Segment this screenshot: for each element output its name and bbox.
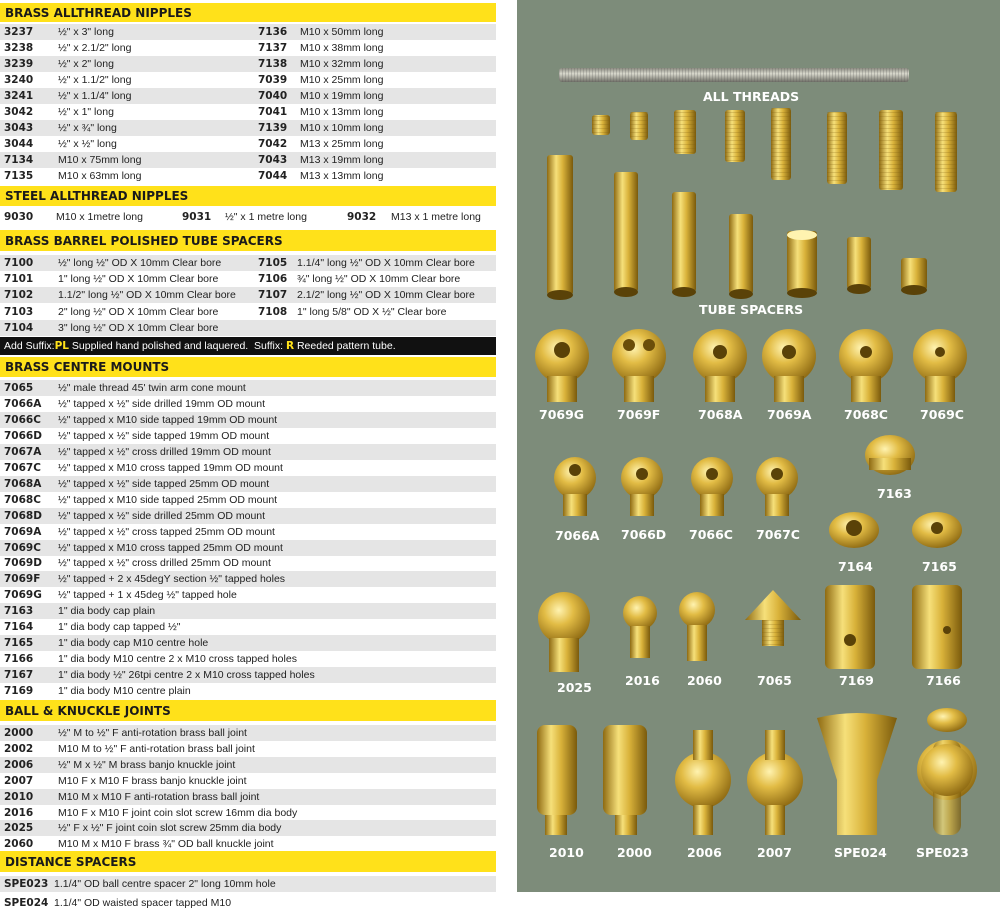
product-code: 9030	[4, 211, 34, 223]
label-all-threads: ALL THREADS	[703, 89, 800, 104]
product-description: ½" tapped x M10 side tapped 19mm OD mount	[58, 413, 278, 426]
product-code: 7042	[258, 138, 288, 150]
table-row	[0, 876, 496, 892]
product-code: 7134	[4, 154, 34, 166]
product-code: 2025	[4, 822, 34, 835]
tube-spacers	[547, 155, 927, 300]
product-description: M10 x 25mm long	[300, 74, 384, 86]
product-description: M10 x 32mm long	[300, 58, 384, 70]
product-description: 1.1/2" long ½" OD X 10mm Clear bore	[58, 289, 236, 302]
product-description: ½" tapped x ½" side drilled 25mm OD mount	[58, 509, 266, 522]
table-row	[0, 773, 496, 789]
label-7066A: 7066A	[555, 528, 600, 543]
brass-allthread-nipples	[592, 108, 957, 192]
table-row	[0, 789, 496, 805]
table-row	[0, 320, 496, 336]
product-description: ½" tapped x ½" cross drilled 25mm OD mount	[58, 557, 271, 570]
product-code: 2007	[4, 774, 34, 787]
label-2000: 2000	[617, 845, 652, 860]
suffix-r: R	[285, 340, 295, 352]
product-code: 7041	[258, 106, 288, 118]
product-code: 7044	[258, 170, 288, 182]
suffix-note-end: Reeded pattern tube.	[294, 340, 396, 352]
table-row	[0, 88, 496, 104]
product-description: ½" x 2.1/2" long	[58, 42, 132, 54]
table-row	[0, 741, 496, 757]
suffix-note	[0, 337, 496, 355]
product-description: 1" long 5/8" OD X ½" Clear bore	[297, 305, 447, 318]
product-code: 3238	[4, 42, 34, 54]
table-row	[0, 168, 496, 184]
suffix-note-prefix: Add Suffix:	[4, 340, 55, 352]
table-row	[0, 428, 496, 444]
product-code: 7069A	[4, 525, 42, 538]
product-code: 7068C	[4, 493, 41, 506]
product-description: M13 x 1 metre long	[391, 211, 481, 223]
product-code: 7043	[258, 154, 288, 166]
product-description: ½" x 1" long	[58, 106, 114, 118]
product-code: 7136	[258, 26, 288, 38]
label-7166: 7166	[926, 673, 961, 688]
product-code: 3042	[4, 106, 34, 118]
product-description: M10 x 1metre long	[56, 211, 143, 223]
product-description: ½" x ½" long	[58, 138, 117, 150]
table-row	[0, 757, 496, 773]
product-code: 2002	[4, 742, 34, 755]
product-code: 7102	[4, 289, 34, 302]
product-code: 7067C	[4, 461, 41, 474]
product-code: 7107	[258, 289, 288, 302]
product-description: M10 x 10mm long	[300, 122, 384, 134]
product-code: 7040	[258, 90, 288, 102]
section-header-centre-mounts: BRASS CENTRE MOUNTS	[0, 357, 496, 377]
product-code: 2060	[4, 838, 34, 851]
label-2010: 2010	[549, 845, 584, 860]
section-header-ball-knuckle: BALL & KNUCKLE JOINTS	[0, 700, 496, 721]
product-code: 7068D	[4, 509, 42, 522]
label-2025: 2025	[557, 680, 592, 695]
product-code: 3241	[4, 90, 34, 102]
product-description: ½" tapped + 1 x 45deg ½" tapped hole	[58, 589, 237, 602]
table-row	[0, 40, 496, 56]
section-header-steel-allthread: STEEL ALLTHREAD NIPPLES	[0, 186, 496, 206]
product-code: 7100	[4, 257, 34, 269]
product-description: ½" x 3" long	[58, 26, 114, 38]
product-description: ½" x 1.1/4" long	[58, 90, 132, 102]
product-code: 7065	[4, 382, 34, 394]
product-code: 7167	[4, 669, 34, 682]
product-description: ½" tapped x M10 side tapped 25mm OD mount	[58, 493, 278, 506]
table-row	[0, 571, 496, 587]
table-row	[0, 619, 496, 635]
suffix-note-mid: Supplied hand polished and laquered. Suffix:	[68, 340, 286, 352]
section-header-tube-spacers: BRASS BARREL POLISHED TUBE SPACERS	[0, 230, 496, 251]
table-row	[0, 587, 496, 603]
product-description: M10 x 19mm long	[300, 90, 384, 102]
product-description: 1" dia body cap plain	[58, 605, 156, 618]
table-row	[0, 476, 496, 492]
product-code: 7108	[258, 305, 288, 318]
steel-allthread-row	[0, 209, 496, 225]
product-code: SPE024	[4, 897, 49, 909]
table-row	[0, 72, 496, 88]
label-SPE023: SPE023	[916, 845, 969, 860]
product-description: ½" tapped + 2 x 45degY section ½" tapped holes	[58, 573, 286, 586]
table-row	[0, 820, 496, 836]
label-7163: 7163	[877, 486, 912, 501]
product-code: 3239	[4, 58, 34, 70]
product-code: 9032	[347, 211, 377, 223]
label-7068A: 7068A	[698, 407, 743, 422]
label-SPE024: SPE024	[834, 845, 887, 860]
table-row	[0, 895, 496, 911]
product-code: 7164	[4, 621, 34, 634]
label-2006: 2006	[687, 845, 722, 860]
product-description: ½" tapped x ½" cross drilled 19mm OD mount	[58, 445, 271, 458]
product-code: 7069G	[4, 589, 42, 602]
table-row	[0, 444, 496, 460]
product-code: 7138	[258, 58, 288, 70]
suffix-pl: PL	[54, 340, 69, 352]
product-description: ½" tapped x M10 cross tapped 19mm OD mount	[58, 461, 283, 474]
product-code: 2010	[4, 790, 34, 803]
product-code: 2016	[4, 806, 34, 819]
table-row	[0, 136, 496, 152]
label-2060: 2060	[687, 673, 722, 688]
label-7169: 7169	[839, 673, 874, 688]
label-7164: 7164	[838, 559, 873, 574]
table-row	[0, 635, 496, 651]
product-code: 7039	[258, 74, 288, 86]
product-code: 7101	[4, 273, 34, 286]
product-description: 1" dia body ½" 26tpi centre 2 x M10 cross tapped holes	[58, 669, 315, 682]
table-row	[0, 255, 496, 271]
product-description: M10 x 38mm long	[300, 42, 384, 54]
label-7065: 7065	[757, 673, 792, 688]
product-description: 1" dia body M10 centre plain	[58, 685, 191, 698]
product-description: M10 M to ½" F anti-rotation brass ball joint	[58, 742, 255, 755]
section-header-brass-allthread: BRASS ALLTHREAD NIPPLES	[0, 3, 496, 22]
label-2007: 2007	[757, 845, 792, 860]
ball-mounts-19mm	[554, 457, 798, 516]
product-description: ½" tapped x ½" side tapped 19mm OD mount	[58, 429, 270, 442]
label-7165: 7165	[922, 559, 957, 574]
table-row	[0, 651, 496, 667]
product-description: ½" x 1.1/2" long	[58, 74, 132, 86]
product-description: 2" long ½" OD X 10mm Clear bore	[58, 305, 219, 318]
table-row	[0, 152, 496, 168]
product-description: 1" dia body M10 centre 2 x M10 cross tapped holes	[58, 653, 297, 666]
table-row	[0, 603, 496, 619]
label-tube-spacers: TUBE SPACERS	[699, 302, 804, 317]
product-description: M13 x 25mm long	[300, 138, 384, 150]
product-description: 3" long ½" OD X 10mm Clear bore	[58, 321, 219, 334]
product-code: 7103	[4, 305, 34, 318]
table-row	[0, 540, 496, 556]
product-code: 7105	[258, 257, 288, 269]
table-row	[0, 396, 496, 412]
product-code: 3043	[4, 122, 34, 134]
product-description: ½" tapped x ½" side drilled 19mm OD mount	[58, 397, 266, 410]
product-description: 1.1/4" long ½" OD X 10mm Clear bore	[297, 257, 475, 269]
product-description: 2.1/2" long ½" OD X 10mm Clear bore	[297, 289, 475, 302]
label-7069A: 7069A	[767, 407, 812, 422]
table-row	[0, 271, 496, 287]
label-7066C: 7066C	[689, 527, 733, 542]
product-code: 9031	[182, 211, 212, 223]
product-description: M13 x 19mm long	[300, 154, 384, 166]
product-code: 7106	[258, 273, 288, 286]
product-code: 7104	[4, 321, 34, 334]
table-row	[0, 120, 496, 136]
table-row	[0, 412, 496, 428]
section-header-distance-spacers: DISTANCE SPACERS	[0, 851, 496, 872]
product-code: 3044	[4, 138, 34, 150]
product-description: ¾" long ½" OD X 10mm Clear bore	[297, 273, 461, 286]
product-description: M10 x 63mm long	[58, 170, 142, 182]
table-row	[0, 380, 496, 396]
product-code: 7069D	[4, 557, 42, 570]
product-description: ½" x 1 metre long	[225, 211, 307, 223]
table-row	[0, 304, 496, 320]
product-code: 7135	[4, 170, 34, 182]
label-7067C: 7067C	[756, 527, 800, 542]
joints-row-2	[537, 708, 977, 835]
table-row	[0, 492, 496, 508]
label-7068C: 7068C	[844, 407, 888, 422]
table-row	[0, 24, 496, 40]
label-7069G: 7069G	[539, 407, 585, 422]
product-description: M10 F x M10 F joint coin slot screw 16mm dia body	[58, 806, 298, 819]
table-row	[0, 805, 496, 821]
product-description: M10 x 75mm long	[58, 154, 142, 166]
product-code: 7137	[258, 42, 288, 54]
product-description: 1" long ½" OD X 10mm Clear bore	[58, 273, 219, 286]
product-description: ½" long ½" OD X 10mm Clear bore	[58, 257, 222, 269]
table-row	[0, 836, 496, 852]
product-code: 7069F	[4, 573, 41, 586]
table-row	[0, 104, 496, 120]
product-code: 7165	[4, 637, 34, 650]
product-code: 7166	[4, 653, 34, 666]
table-row	[0, 56, 496, 72]
product-description: 1.1/4" OD ball centre spacer 2" long 10mm hole	[54, 878, 276, 890]
table-row	[0, 725, 496, 741]
product-description: ½" F x ½" F joint coin slot screw 25mm dia body	[58, 822, 282, 835]
product-description: M10 M x M10 F anti-rotation brass ball joint	[58, 790, 260, 803]
product-description: M10 x 13mm long	[300, 106, 384, 118]
product-description: ½" M x ½" M brass banjo knuckle joint	[58, 758, 236, 771]
table-row	[0, 555, 496, 571]
product-code: 7139	[258, 122, 288, 134]
product-code: 7068A	[4, 477, 42, 490]
ball-mounts-25mm	[535, 329, 967, 402]
product-code: 7066D	[4, 429, 42, 442]
product-description: M10 F x M10 F brass banjo knuckle joint	[58, 774, 247, 787]
table-row	[0, 508, 496, 524]
product-description: 1" dia body cap tapped ½"	[58, 621, 181, 634]
product-code: 2006	[4, 758, 34, 771]
product-code: 7163	[4, 605, 34, 618]
product-code: 7069C	[4, 541, 41, 554]
label-2016: 2016	[625, 673, 660, 688]
product-description: ½" tapped x M10 cross tapped 25mm OD mount	[58, 541, 283, 554]
product-code: 7067A	[4, 445, 42, 458]
product-code: 3240	[4, 74, 34, 86]
product-description: 1" dia body cap M10 centre hole	[58, 637, 209, 650]
product-description: ½" x ¾" long	[58, 122, 117, 134]
product-code: 7066A	[4, 397, 42, 410]
joints-row-1	[538, 585, 962, 672]
product-description: M10 x 50mm long	[300, 26, 384, 38]
table-row	[0, 460, 496, 476]
table-row	[0, 524, 496, 540]
product-description: 1.1/4" OD waisted spacer tapped M10	[54, 897, 232, 909]
table-row	[0, 287, 496, 303]
label-7069C: 7069C	[920, 407, 964, 422]
table-row	[0, 667, 496, 683]
label-7069F: 7069F	[617, 407, 661, 422]
table-row	[0, 683, 496, 699]
label-7066D: 7066D	[621, 527, 667, 542]
product-description: ½" x 2" long	[58, 58, 114, 70]
brass-parts-illustration	[517, 0, 1000, 892]
product-description: ½" M to ½" F anti-rotation brass ball joint	[58, 727, 247, 739]
product-photo	[517, 0, 1000, 892]
product-description: ½" male thread 45' twin arm cone mount	[58, 382, 246, 394]
product-code: 3237	[4, 26, 34, 38]
product-description: ½" tapped x ½" cross tapped 25mm OD mount	[58, 525, 275, 538]
product-description: M10 M x M10 F brass ¾" OD ball knuckle joint	[58, 838, 274, 851]
product-description: ½" tapped x ½" side tapped 25mm OD mount	[58, 477, 270, 490]
product-description: M13 x 13mm long	[300, 170, 384, 182]
product-code: 7169	[4, 685, 34, 698]
product-code: 2000	[4, 727, 34, 739]
product-code: SPE023	[4, 878, 49, 890]
product-code: 7066C	[4, 413, 41, 426]
